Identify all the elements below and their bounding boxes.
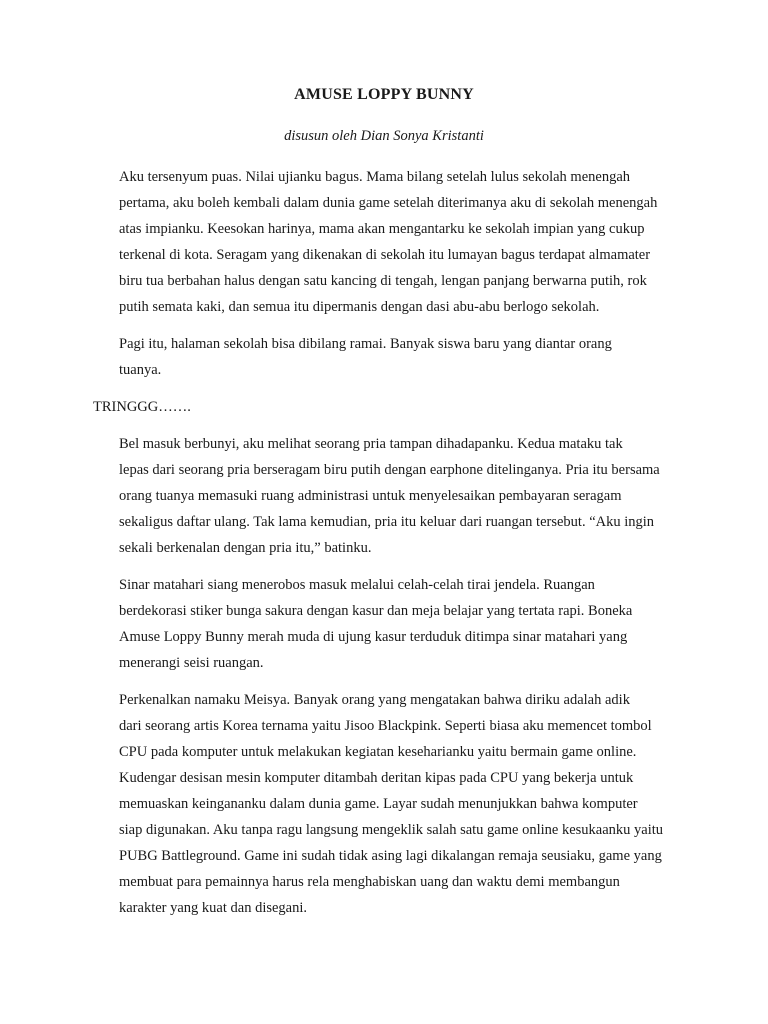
text-line: Pagi itu, halaman sekolah bisa dibilang ramai. Banyak siswa baru yang diantar orang (119, 336, 612, 352)
text-line: Bel masuk berbunyi, aku melihat seorang pria tampan dihadapanku. Kedua mataku tak (119, 436, 623, 452)
paragraph (93, 431, 678, 561)
text-line: Sinar matahari siang menerobos masuk melalui celah-celah tirai jendela. Ruangan (119, 577, 595, 593)
text-line: memuaskan keingananku dalam dunia game. Layar sudah menunjukkan bahwa komputer (119, 796, 638, 812)
text-line: Kudengar desisan mesin komputer ditambah deritan kipas pada CPU yang bekerja untuk (119, 770, 634, 786)
text-line: lepas dari seorang pria berseragam biru putih dengan earphone ditelinganya. Pria itu bersama (119, 462, 660, 478)
text-line: putih semata kaki, dan semua itu dipermanis dengan dasi abu-abu berlogo sekolah. (119, 299, 600, 315)
paragraph (93, 164, 678, 320)
text-line: dari seorang artis Korea ternama yaitu Jisoo Blackpink. Seperti biasa aku memencet tombol (119, 718, 652, 734)
document-body (93, 164, 678, 932)
text-line: siap digunakan. Aku tanpa ragu langsung mengeklik salah satu game online kesukaanku yaitu (119, 822, 664, 838)
text-line: Amuse Loppy Bunny merah muda di ujung kasur terduduk ditimpa sinar matahari yang (119, 629, 628, 645)
text-line: Perkenalkan namaku Meisya. Banyak orang yang mengatakan bahwa diriku adalah adik (119, 692, 630, 708)
text-line: pertama, aku boleh kembali dalam dunia game setelah diterimanya aku di sekolah menengah (119, 195, 658, 211)
text-line: TRINGGG……. (93, 399, 191, 415)
text-line: CPU pada komputer untuk melakukan kegiatan keseharianku yaitu bermain game online. (119, 744, 637, 760)
paragraph (93, 331, 678, 383)
text-line: karakter yang kuat dan disegani. (119, 900, 308, 916)
text-line: orang tuanya memasuki ruang administrasi untuk menyelesaikan pembayaran seragam (119, 488, 622, 504)
text-line: atas impianku. Keesokan harinya, mama akan mengantarku ke sekolah impian yang cukup (119, 221, 645, 237)
paragraph (93, 687, 678, 921)
text-line: tuanya. (119, 362, 162, 378)
text-line: biru tua berbahan halus dengan satu kancing di tengah, lengan panjang berwarna putih, rok (119, 273, 647, 289)
paragraph (93, 394, 678, 420)
text-line: sekali berkenalan dengan pria itu,” batinku. (119, 540, 372, 556)
text-line: berdekorasi stiker bunga sakura dengan kasur dan meja belajar yang tertata rapi. Boneka (119, 603, 633, 619)
text-line: membuat para pemainnya harus rela menghabiskan uang dan waktu demi membangun (119, 874, 620, 890)
text-line: Aku tersenyum puas. Nilai ujianku bagus. Mama bilang setelah lulus sekolah menengah (119, 169, 631, 185)
text-line: sekaligus daftar ulang. Tak lama kemudian, pria itu keluar dari ruangan tersebut. “Aku ingin (119, 514, 655, 530)
author-line: disusun oleh Dian Sonya Kristanti (284, 128, 484, 144)
paragraph (93, 572, 678, 676)
text-line: PUBG Battleground. Game ini sudah tidak asing lagi dikalangan remaja seusiaku, game yang (119, 848, 662, 864)
document-title: AMUSE LOPPY BUNNY (294, 86, 474, 103)
text-line: menerangi seisi ruangan. (119, 655, 264, 671)
text-line: terkenal di kota. Seragam yang dikenakan di sekolah itu lumayan bagus terdapat almamater (119, 247, 651, 263)
